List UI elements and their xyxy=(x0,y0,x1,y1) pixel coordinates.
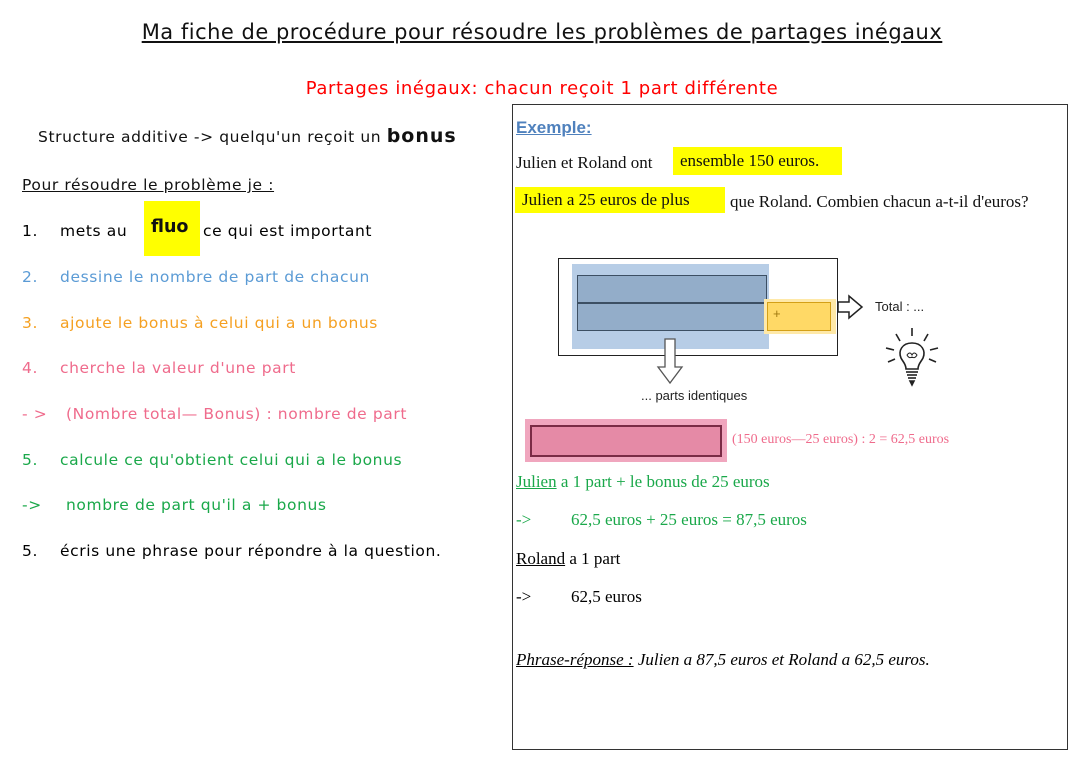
part-bar-1 xyxy=(577,275,767,303)
procedure-heading: Pour résoudre le problème je : xyxy=(22,176,275,194)
answer-sentence xyxy=(516,650,930,670)
step-text: ajoute le bonus à celui qui a un bonus xyxy=(60,314,378,332)
fluo-word: fluo xyxy=(151,217,189,237)
page-title: Ma fiche de procédure pour résoudre les problèmes de partages inégaux xyxy=(141,20,943,44)
step-text: calcule ce qu'obtient celui qui a le bonus xyxy=(60,451,403,469)
julien-name: Julien xyxy=(516,472,557,491)
step-text-before: mets au xyxy=(60,222,128,240)
step-text: écris une phrase pour répondre à la question. xyxy=(60,542,442,560)
arrow-right-icon xyxy=(836,294,864,320)
roland-arrow: -> xyxy=(516,587,532,606)
julien-arrow: -> xyxy=(516,510,532,529)
step-number: 4. xyxy=(22,359,38,377)
step-text: (Nombre total— Bonus) : nombre de part xyxy=(66,405,408,423)
problem-line-1-highlighted: ensemble 150 euros. xyxy=(680,151,820,170)
julien-line xyxy=(516,472,770,492)
step-text: nombre de part qu'il a + bonus xyxy=(66,496,327,514)
part-bar-2 xyxy=(577,303,767,331)
bonus-plus: + xyxy=(773,306,781,321)
problem-line-2-highlighted: Julien a 25 euros de plus xyxy=(522,190,690,209)
parts-label: ... parts identiques xyxy=(641,388,748,403)
step-arrow: -> xyxy=(22,496,42,514)
structure-bonus-word: bonus xyxy=(386,125,457,147)
page-subtitle: Partages inégaux: chacun reçoit 1 part différente xyxy=(305,78,779,99)
roland-line xyxy=(516,549,620,569)
structure-text: Structure additive -> quelqu'un reçoit un xyxy=(38,128,387,146)
part-value-calc: (150 euros—25 euros) : 2 = 62,5 euros xyxy=(732,432,950,447)
total-label: Total : ... xyxy=(875,299,925,314)
julien-calc: 62,5 euros + 25 euros = 87,5 euros xyxy=(571,510,807,529)
step-arrow: - > xyxy=(22,405,48,423)
step-number: 1. xyxy=(22,222,38,240)
part-value-bar xyxy=(530,425,722,457)
step-text-after: ce qui est important xyxy=(203,222,373,240)
problem-line-2b: que Roland. Combien chacun a-t-il d'euros? xyxy=(730,192,1029,211)
step-number: 3. xyxy=(22,314,38,332)
step-number: 5. xyxy=(22,451,38,469)
roland-rest: a 1 part xyxy=(565,549,621,568)
answer-text: Julien a 87,5 euros et Roland a 62,5 euros. xyxy=(633,650,930,669)
structure-line xyxy=(38,125,457,147)
arrow-down-icon xyxy=(656,337,684,385)
step-number: 5. xyxy=(22,542,38,560)
example-label: Exemple: xyxy=(516,118,592,137)
step-number: 2. xyxy=(22,268,38,286)
julien-rest: a 1 part + le bonus de 25 euros xyxy=(556,472,770,491)
roland-calc: 62,5 euros xyxy=(571,587,642,606)
problem-line-1a: Julien et Roland ont xyxy=(516,153,653,172)
answer-label: Phrase-réponse : xyxy=(516,650,634,669)
lightbulb-idea-icon xyxy=(882,326,942,388)
step-text: cherche la valeur d'une part xyxy=(60,359,296,377)
step-text: dessine le nombre de part de chacun xyxy=(60,268,370,286)
roland-name: Roland xyxy=(516,549,566,568)
